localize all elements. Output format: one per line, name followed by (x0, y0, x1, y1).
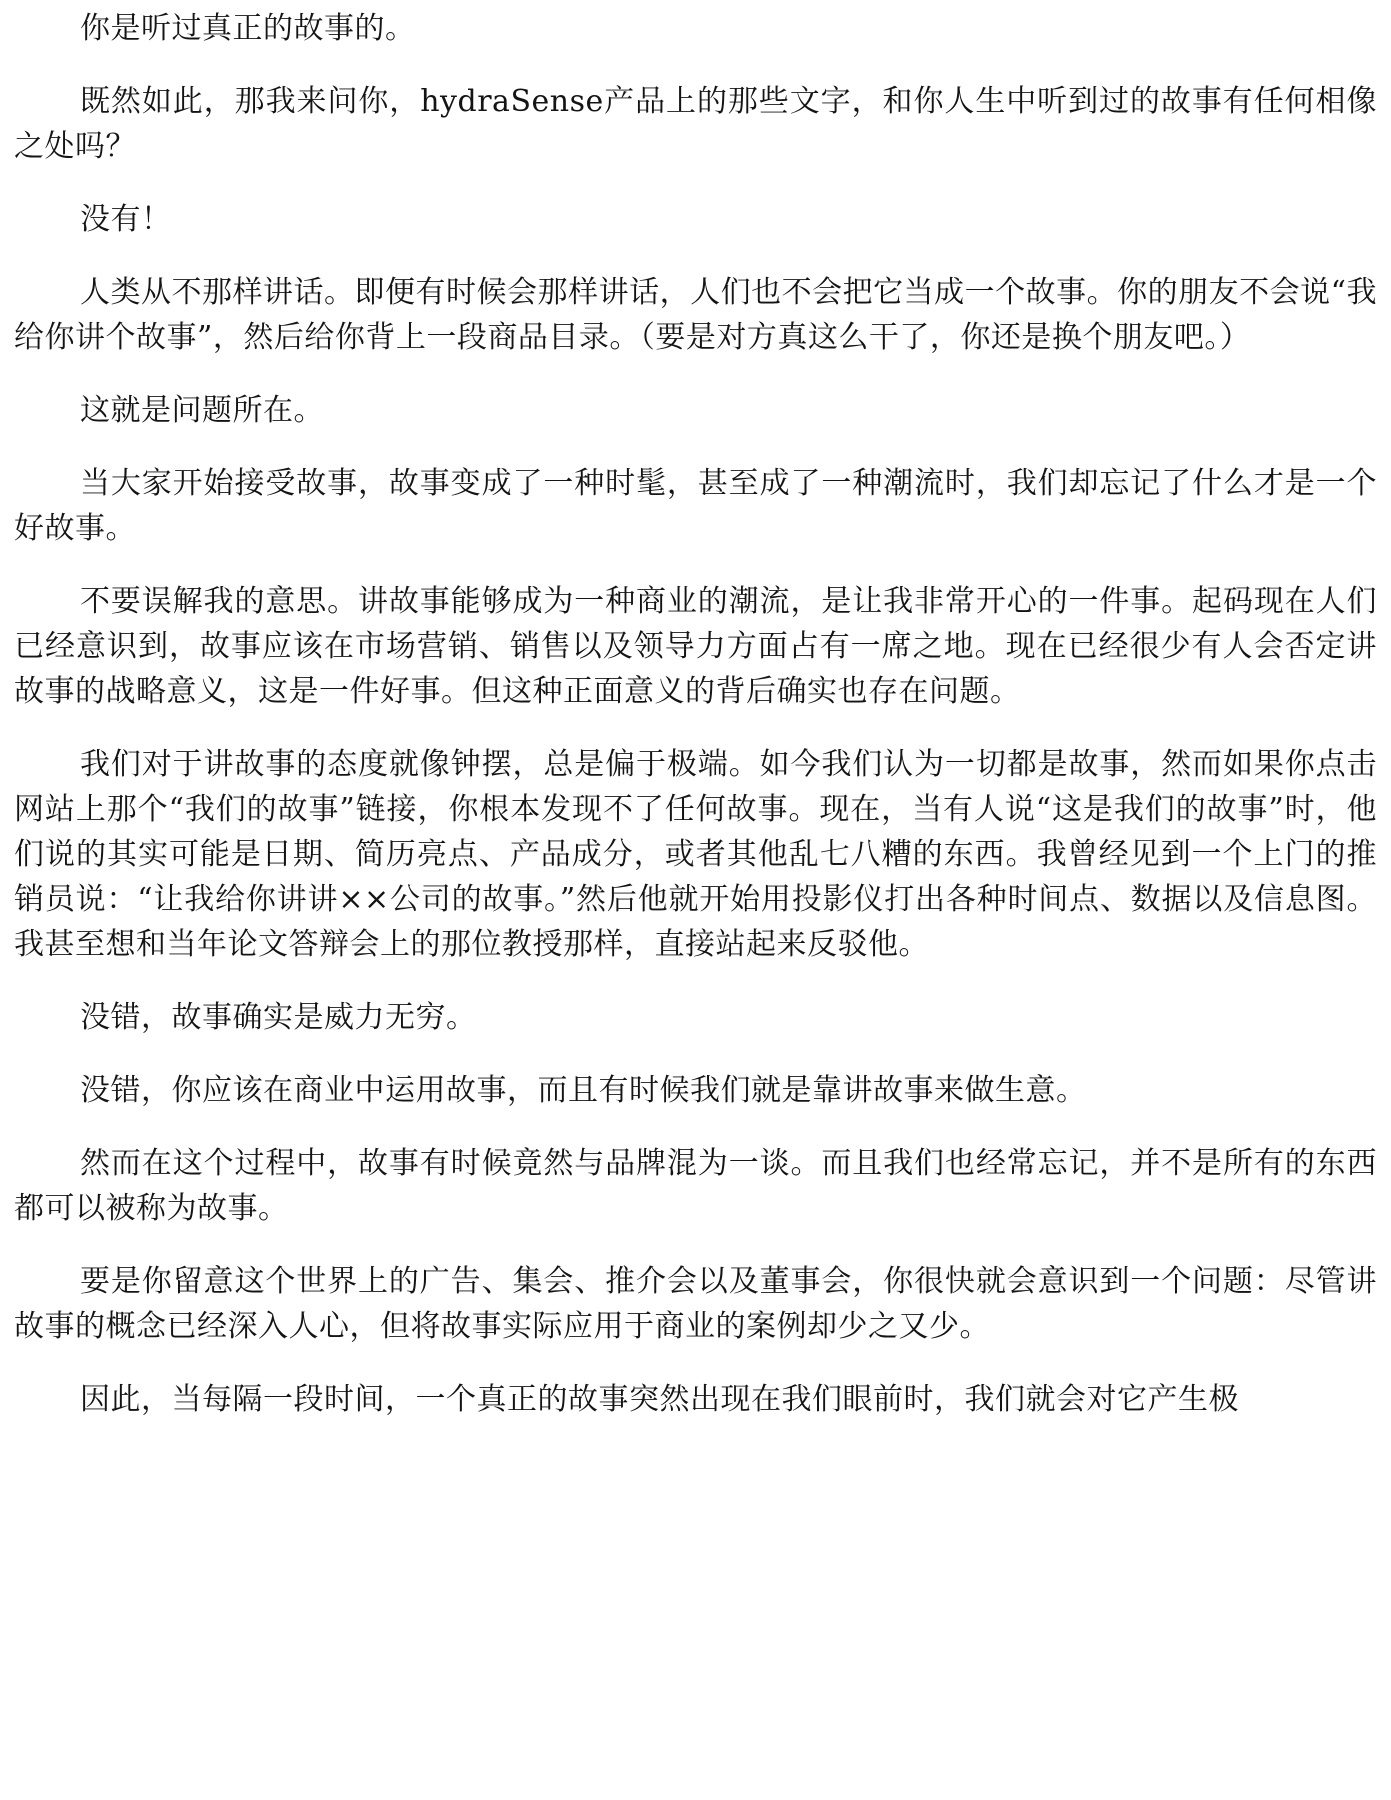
paragraph-9: 没错，故事确实是威力无穷。 (80, 1000, 477, 1035)
paragraph-2: 既然如此，那我来问你，hydraSense产品上的那些文字，和你人生中听到过的故事有任何相像之处吗？ (14, 84, 1377, 164)
paragraph-5: 这就是问题所在。 (80, 393, 324, 428)
paragraph-8: 我们对于讲故事的态度就像钟摆，总是偏于极端。如今我们认为一切都是故事，然而如果你点击网站上那个“我们的故事”链接，你根本发现不了任何故事。现在，当有人说“这是我们的故事”时，他们说的其实可能是日期、简历亮点、产品成分，或者其他乱七八糟的东西。我曾经见到一个上门的推销员说：“让我给你讲讲××公司的故事。”然后他就开始用投影仪打出各种时间点、数据以及信息图。我甚至想和当年论文答辩会上的那位教授那样，直接站起来反驳他。 (14, 747, 1377, 962)
paragraph-12: 要是你留意这个世界上的广告、集会、推介会以及董事会，你很快就会意识到一个问题：尽管讲故事的概念已经深入人心，但将故事实际应用于商业的案例却少之又少。 (14, 1264, 1377, 1344)
paragraph-7: 不要误解我的意思。讲故事能够成为一种商业的潮流，是让我非常开心的一件事。起码现在人们已经意识到，故事应该在市场营销、销售以及领导力方面占有一席之地。现在已经很少有人会否定讲故事的战略意义，这是一件好事。但这种正面意义的背后确实也存在问题。 (14, 584, 1377, 709)
paragraph-4: 人类从不那样讲话。即便有时候会那样讲话，人们也不会把它当成一个故事。你的朋友不会说“我给你讲个故事”，然后给你背上一段商品目录。（要是对方真这么干了，你还是换个朋友吧。） (14, 275, 1377, 355)
paragraph-1: 你是听过真正的故事的。 (80, 11, 416, 46)
paragraph-11: 然而在这个过程中，故事有时候竟然与品牌混为一谈。而且我们也经常忘记，并不是所有的东西都可以被称为故事。 (14, 1146, 1377, 1226)
paragraph-6: 当大家开始接受故事，故事变成了一种时髦，甚至成了一种潮流时，我们却忘记了什么才是一个好故事。 (14, 466, 1377, 546)
paragraph-10: 没错，你应该在商业中运用故事，而且有时候我们就是靠讲故事来做生意。 (80, 1073, 1087, 1108)
paragraph-3: 没有！ (80, 202, 172, 237)
paragraph-13: 因此，当每隔一段时间，一个真正的故事突然出现在我们眼前时，我们就会对它产生极 (80, 1382, 1239, 1417)
